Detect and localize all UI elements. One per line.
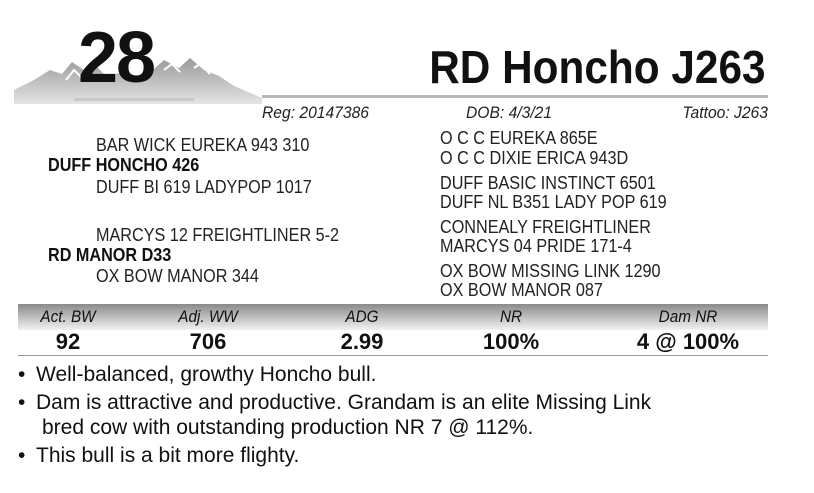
dam-dam: OX BOW MANOR 344 <box>96 266 259 286</box>
ggp-2: O C C DIXIE ERICA 943D <box>440 148 629 168</box>
bullet-icon: • <box>18 363 26 386</box>
stat-value-dam-nr: 4 @ 100% <box>636 329 740 354</box>
bullet-icon: • <box>18 444 26 467</box>
note-text: This bull is a bit more flighty. <box>36 444 300 467</box>
sire: DUFF HONCHO 426 <box>48 155 200 175</box>
stat-label-nr: NR <box>499 307 523 326</box>
ggp-8: OX BOW MANOR 087 <box>440 280 603 300</box>
date-of-birth: DOB: 4/3/21 <box>466 103 553 122</box>
note-item <box>18 390 651 416</box>
tattoo: Tattoo: J263 <box>682 103 768 122</box>
stat-value-adj-ww: 706 <box>189 329 227 354</box>
ggp-1: O C C EUREKA 865E <box>440 128 598 148</box>
stat-label-adj-ww: Adj. WW <box>178 307 238 326</box>
dam: RD MANOR D33 <box>48 245 172 265</box>
stat-label-act-bw: Act. BW <box>40 307 96 326</box>
stats-divider <box>18 355 768 356</box>
stat-value-act-bw: 92 <box>55 329 81 354</box>
ggp-7: OX BOW MISSING LINK 1290 <box>440 261 661 281</box>
sire-sire: BAR WICK EUREKA 943 310 <box>96 135 310 155</box>
note-item <box>18 443 299 469</box>
ggp-6: MARCYS 04 PRIDE 171-4 <box>440 236 632 256</box>
ggp-4: DUFF NL B351 LADY POP 619 <box>440 192 667 212</box>
bullet-icon: • <box>18 391 26 414</box>
note-text: Well-balanced, growthy Honcho bull. <box>36 363 377 386</box>
stat-label-dam-nr: Dam NR <box>658 307 718 326</box>
stat-label-adg: ADG <box>345 307 379 326</box>
registration-number: Reg: 20147386 <box>262 103 369 122</box>
stat-value-adg: 2.99 <box>340 329 384 354</box>
title-divider <box>262 95 768 98</box>
note-text: Dam is attractive and productive. Grandam is an elite Missing Link <box>36 391 652 414</box>
stat-value-nr: 100% <box>482 329 540 354</box>
lot-number: 28 <box>78 18 155 98</box>
ggp-3: DUFF BASIC INSTINCT 6501 <box>440 173 656 193</box>
ggp-5: CONNEALY FREIGHTLINER <box>440 217 651 237</box>
dam-sire: MARCYS 12 FREIGHTLINER 5-2 <box>96 225 340 245</box>
note-continuation: bred cow with outstanding production NR 7 @ 112%. <box>42 416 534 439</box>
sire-dam: DUFF BI 619 LADYPOP 1017 <box>96 177 312 197</box>
note-item <box>18 362 376 388</box>
bull-name-title: RD Honcho J263 <box>429 41 766 93</box>
